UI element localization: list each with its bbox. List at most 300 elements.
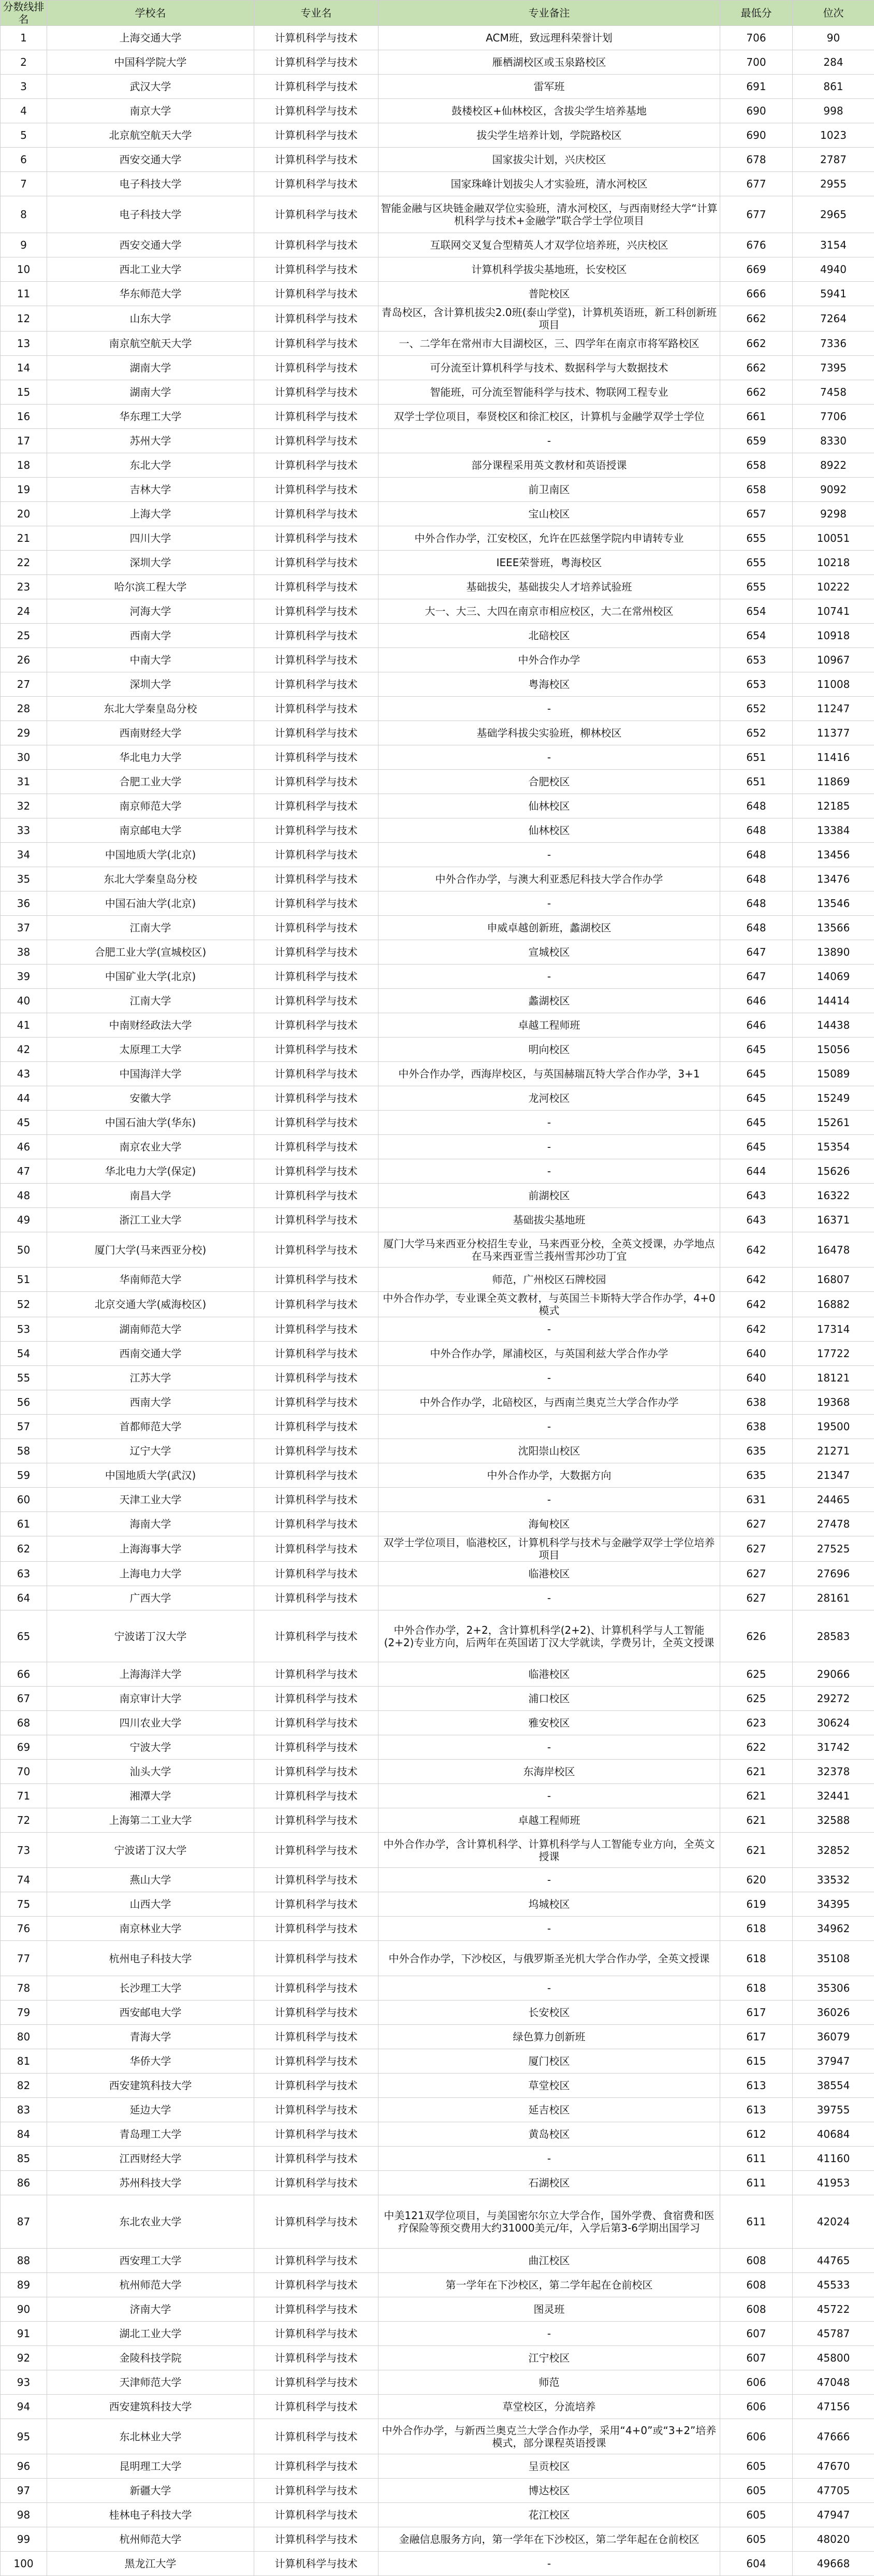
cell-score: 644 <box>720 1159 793 1184</box>
cell-rank: 59 <box>1 1463 47 1488</box>
cell-position: 13456 <box>793 843 874 867</box>
cell-major: 计算机科学与技术 <box>254 721 378 745</box>
cell-school: 延边大学 <box>47 2098 254 2122</box>
cell-school: 中国地质大学(北京) <box>47 843 254 867</box>
cell-position: 11377 <box>793 721 874 745</box>
cell-score: 617 <box>720 2001 793 2025</box>
cell-school: 电子科技大学 <box>47 172 254 196</box>
cell-rank: 1 <box>1 26 47 50</box>
cell-major: 计算机科学与技术 <box>254 2370 378 2395</box>
table-row <box>1 1390 874 1415</box>
cell-rank: 54 <box>1 1342 47 1366</box>
cell-school: 西安交通大学 <box>47 233 254 257</box>
cell-school: 中国科学院大学 <box>47 50 254 75</box>
cell-rank: 50 <box>1 1232 47 1268</box>
cell-school: 东北农业大学 <box>47 2195 254 2249</box>
cell-major: 计算机科学与技术 <box>254 1610 378 1662</box>
cell-school: 东北大学 <box>47 453 254 478</box>
cell-major: 计算机科学与技术 <box>254 2025 378 2049</box>
cell-note: - <box>378 1976 720 2001</box>
cell-score: 647 <box>720 965 793 989</box>
cell-major: 计算机科学与技术 <box>254 148 378 172</box>
cell-school: 中国矿业大学(北京) <box>47 965 254 989</box>
cell-position: 12185 <box>793 794 874 818</box>
cell-score: 676 <box>720 233 793 257</box>
cell-major: 计算机科学与技术 <box>254 2074 378 2098</box>
cell-major: 计算机科学与技术 <box>254 1292 378 1317</box>
cell-major: 计算机科学与技术 <box>254 1662 378 1687</box>
cell-major: 计算机科学与技术 <box>254 2419 378 2454</box>
cell-score: 608 <box>720 2297 793 2322</box>
cell-score: 648 <box>720 867 793 891</box>
cell-rank: 3 <box>1 75 47 99</box>
cell-major: 计算机科学与技术 <box>254 599 378 624</box>
table-row <box>1 2395 874 2419</box>
cell-major: 计算机科学与技术 <box>254 1111 378 1135</box>
cell-major: 计算机科学与技术 <box>254 1868 378 1892</box>
cell-position: 861 <box>793 75 874 99</box>
cell-major: 计算机科学与技术 <box>254 818 378 843</box>
cell-note: 中外合作办学，与新西兰奥克兰大学合作办学，采用“4+0”或“3+2”培养模式，部分课程英语授课 <box>378 2419 720 2454</box>
cell-school: 青海大学 <box>47 2025 254 2049</box>
cell-score: 622 <box>720 1735 793 1760</box>
cell-rank: 34 <box>1 843 47 867</box>
cell-rank: 90 <box>1 2297 47 2322</box>
cell-score: 642 <box>720 1232 793 1268</box>
cell-note: 雅安校区 <box>378 1711 720 1735</box>
cell-school: 湖南师范大学 <box>47 1317 254 1342</box>
cell-school: 南京师范大学 <box>47 794 254 818</box>
table-row <box>1 123 874 148</box>
table-row <box>1 356 874 380</box>
cell-rank: 22 <box>1 551 47 575</box>
cell-school: 昆明理工大学 <box>47 2454 254 2479</box>
cell-rank: 6 <box>1 148 47 172</box>
table-row <box>1 1086 874 1111</box>
cell-note: 东海岸校区 <box>378 1760 720 1784</box>
header-school: 学校名 <box>47 1 254 26</box>
cell-score: 661 <box>720 405 793 429</box>
cell-score: 621 <box>720 1784 793 1808</box>
cell-major: 计算机科学与技术 <box>254 624 378 648</box>
cell-rank: 77 <box>1 1941 47 1976</box>
cell-major: 计算机科学与技术 <box>254 1062 378 1086</box>
cell-major: 计算机科学与技术 <box>254 965 378 989</box>
cell-score: 618 <box>720 1976 793 2001</box>
cell-note: 中外合作办学，北碚校区，与西南兰奥克兰大学合作办学 <box>378 1390 720 1415</box>
cell-major: 计算机科学与技术 <box>254 770 378 794</box>
cell-rank: 7 <box>1 172 47 196</box>
cell-note: 双学士学位项目，奉贤校区和徐汇校区，计算机与金融学双学士学位 <box>378 405 720 429</box>
cell-school: 桂林电子科技大学 <box>47 2503 254 2527</box>
cell-major: 计算机科学与技术 <box>254 891 378 916</box>
cell-rank: 53 <box>1 1317 47 1342</box>
cell-school: 湖北工业大学 <box>47 2322 254 2346</box>
table-row <box>1 891 874 916</box>
cell-note: 大一、大三、大四在南京市相应校区，大二在常州校区 <box>378 599 720 624</box>
cell-score: 621 <box>720 1760 793 1784</box>
cell-position: 48020 <box>793 2527 874 2552</box>
cell-school: 上海海洋大学 <box>47 1662 254 1687</box>
table-row <box>1 26 874 50</box>
table-row <box>1 770 874 794</box>
cell-note: 前卫南区 <box>378 478 720 502</box>
cell-note: 国家拔尖计划，兴庆校区 <box>378 148 720 172</box>
cell-note: 鼓楼校区+仙林校区，含拔尖学生培养基地 <box>378 99 720 123</box>
cell-score: 645 <box>720 1038 793 1062</box>
cell-rank: 65 <box>1 1610 47 1662</box>
cell-position: 34962 <box>793 1917 874 1941</box>
cell-rank: 97 <box>1 2479 47 2503</box>
cell-school: 河海大学 <box>47 599 254 624</box>
cell-major: 计算机科学与技术 <box>254 794 378 818</box>
table-row <box>1 2074 874 2098</box>
cell-rank: 68 <box>1 1711 47 1735</box>
table-row <box>1 1488 874 1512</box>
cell-rank: 19 <box>1 478 47 502</box>
cell-rank: 12 <box>1 306 47 332</box>
cell-school: 西安理工大学 <box>47 2249 254 2273</box>
cell-school: 南京审计大学 <box>47 1687 254 1711</box>
cell-score: 648 <box>720 843 793 867</box>
cell-note: - <box>378 745 720 770</box>
cell-position: 18121 <box>793 1366 874 1390</box>
cell-score: 654 <box>720 599 793 624</box>
cell-score: 643 <box>720 1208 793 1232</box>
cell-rank: 41 <box>1 1013 47 1038</box>
header-note: 专业备注 <box>378 1 720 26</box>
cell-rank: 11 <box>1 282 47 306</box>
cell-major: 计算机科学与技术 <box>254 1976 378 2001</box>
cell-note: - <box>378 1488 720 1512</box>
table-row <box>1 721 874 745</box>
cell-position: 27696 <box>793 1562 874 1586</box>
cell-school: 天津工业大学 <box>47 1488 254 1512</box>
cell-major: 计算机科学与技术 <box>254 526 378 551</box>
cell-note: 宣城校区 <box>378 940 720 965</box>
cell-position: 36026 <box>793 2001 874 2025</box>
cell-position: 47048 <box>793 2370 874 2395</box>
cell-score: 706 <box>720 26 793 50</box>
cell-position: 10051 <box>793 526 874 551</box>
cell-score: 605 <box>720 2479 793 2503</box>
cell-major: 计算机科学与技术 <box>254 1941 378 1976</box>
table-row <box>1 1342 874 1366</box>
cell-note: 前湖校区 <box>378 1184 720 1208</box>
cell-score: 618 <box>720 1917 793 1941</box>
cell-school: 南昌大学 <box>47 1184 254 1208</box>
cell-note: 拔尖学生培养计划，学院路校区 <box>378 123 720 148</box>
cell-score: 625 <box>720 1687 793 1711</box>
cell-note: 双学士学位项目，临港校区，计算机科学与技术与金融学双学士学位培养项目 <box>378 1536 720 1562</box>
cell-score: 608 <box>720 2273 793 2297</box>
cell-position: 47705 <box>793 2479 874 2503</box>
cell-position: 16371 <box>793 1208 874 1232</box>
cell-position: 15261 <box>793 1111 874 1135</box>
table-row <box>1 1111 874 1135</box>
cell-major: 计算机科学与技术 <box>254 551 378 575</box>
cell-note: 中美121双学位项目，与美国密尔尔立大学合作，国外学费、食宿费和医疗保险等预交费用大约31000美元/年，入学后第3-6学期出国学习 <box>378 2195 720 2249</box>
table-row <box>1 1833 874 1868</box>
cell-rank: 95 <box>1 2419 47 2454</box>
cell-major: 计算机科学与技术 <box>254 429 378 453</box>
cell-major: 计算机科学与技术 <box>254 2001 378 2025</box>
cell-rank: 43 <box>1 1062 47 1086</box>
cell-major: 计算机科学与技术 <box>254 478 378 502</box>
cell-major: 计算机科学与技术 <box>254 1562 378 1586</box>
cell-note: 临港校区 <box>378 1662 720 1687</box>
cell-rank: 74 <box>1 1868 47 1892</box>
cell-major: 计算机科学与技术 <box>254 1086 378 1111</box>
table-row <box>1 1735 874 1760</box>
cell-major: 计算机科学与技术 <box>254 575 378 599</box>
cell-major: 计算机科学与技术 <box>254 2171 378 2195</box>
cell-score: 655 <box>720 551 793 575</box>
table-row <box>1 965 874 989</box>
cell-score: 669 <box>720 257 793 282</box>
cell-school: 江苏大学 <box>47 1366 254 1390</box>
table-row <box>1 2025 874 2049</box>
cell-note: 中外合作办学，下沙校区，与俄罗斯圣光机大学合作办学，全英文授课 <box>378 1941 720 1976</box>
table-row <box>1 306 874 332</box>
table-row <box>1 1976 874 2001</box>
cell-position: 31742 <box>793 1735 874 1760</box>
cell-note: 曲江校区 <box>378 2249 720 2273</box>
cell-major: 计算机科学与技术 <box>254 1268 378 1292</box>
cell-note: 中外合作办学，专业课全英文教材，与英国兰卡斯特大学合作办学，4+0模式 <box>378 1292 720 1317</box>
cell-score: 638 <box>720 1415 793 1439</box>
cell-school: 杭州师范大学 <box>47 2527 254 2552</box>
cell-school: 汕头大学 <box>47 1760 254 1784</box>
cell-school: 中南财经政法大学 <box>47 1013 254 1038</box>
cell-major: 计算机科学与技术 <box>254 2395 378 2419</box>
cell-score: 646 <box>720 1013 793 1038</box>
cell-school: 武汉大学 <box>47 75 254 99</box>
table-row <box>1 2527 874 2552</box>
cell-major: 计算机科学与技术 <box>254 1488 378 1512</box>
cell-score: 653 <box>720 648 793 672</box>
cell-school: 西安建筑科技大学 <box>47 2074 254 2098</box>
cell-position: 14438 <box>793 1013 874 1038</box>
cell-note: 青岛校区，含计算机拔尖2.0班(泰山学堂)，计算机英语班，新工科创新班项目 <box>378 306 720 332</box>
cell-rank: 30 <box>1 745 47 770</box>
cell-position: 13384 <box>793 818 874 843</box>
cell-major: 计算机科学与技术 <box>254 1390 378 1415</box>
cell-score: 646 <box>720 989 793 1013</box>
table-row <box>1 1292 874 1317</box>
cell-school: 中国石油大学(北京) <box>47 891 254 916</box>
table-row <box>1 794 874 818</box>
cell-major: 计算机科学与技术 <box>254 123 378 148</box>
cell-position: 16478 <box>793 1232 874 1268</box>
table-row <box>1 1808 874 1833</box>
table-row <box>1 1784 874 1808</box>
table-row <box>1 1268 874 1292</box>
cell-note: - <box>378 1135 720 1159</box>
cell-major: 计算机科学与技术 <box>254 1892 378 1917</box>
cell-rank: 61 <box>1 1512 47 1536</box>
cell-note: - <box>378 891 720 916</box>
cell-rank: 70 <box>1 1760 47 1784</box>
cell-rank: 28 <box>1 697 47 721</box>
cell-score: 658 <box>720 453 793 478</box>
cell-rank: 27 <box>1 672 47 697</box>
cell-position: 10967 <box>793 648 874 672</box>
table-row <box>1 1662 874 1687</box>
cell-rank: 88 <box>1 2249 47 2273</box>
cell-score: 645 <box>720 1111 793 1135</box>
cell-school: 华南师范大学 <box>47 1268 254 1292</box>
cell-note: - <box>378 1586 720 1610</box>
cell-school: 上海电力大学 <box>47 1562 254 1586</box>
cell-rank: 67 <box>1 1687 47 1711</box>
table-row <box>1 2419 874 2454</box>
cell-position: 45800 <box>793 2346 874 2370</box>
cell-school: 吉林大学 <box>47 478 254 502</box>
cell-position: 10918 <box>793 624 874 648</box>
cell-rank: 80 <box>1 2025 47 2049</box>
cell-rank: 29 <box>1 721 47 745</box>
cell-score: 635 <box>720 1439 793 1463</box>
cell-note: 中外合作办学，西海岸校区，与英国赫瑞瓦特大学合作办学，3+1 <box>378 1062 720 1086</box>
cell-major: 计算机科学与技术 <box>254 1366 378 1390</box>
cell-position: 11008 <box>793 672 874 697</box>
cell-rank: 62 <box>1 1536 47 1562</box>
cell-school: 北京航空航天大学 <box>47 123 254 148</box>
cell-score: 623 <box>720 1711 793 1735</box>
cell-major: 计算机科学与技术 <box>254 2454 378 2479</box>
cell-position: 11416 <box>793 745 874 770</box>
cell-school: 中国石油大学(华东) <box>47 1111 254 1135</box>
cell-rank: 79 <box>1 2001 47 2025</box>
cell-note: 金融信息服务方向，第一学年在下沙校区，第二学年起在仓前校区 <box>378 2527 720 2552</box>
cell-score: 677 <box>720 196 793 233</box>
cell-score: 627 <box>720 1562 793 1586</box>
cell-school: 华侨大学 <box>47 2049 254 2074</box>
cell-rank: 18 <box>1 453 47 478</box>
cell-school: 上海第二工业大学 <box>47 1808 254 1833</box>
cell-position: 15089 <box>793 1062 874 1086</box>
table-row <box>1 1941 874 1976</box>
table-row <box>1 599 874 624</box>
cell-rank: 2 <box>1 50 47 75</box>
cell-school: 华北电力大学(保定) <box>47 1159 254 1184</box>
cell-note: 蠡湖校区 <box>378 989 720 1013</box>
cell-score: 658 <box>720 478 793 502</box>
cell-school: 中国地质大学(武汉) <box>47 1463 254 1488</box>
cell-note: - <box>378 2147 720 2171</box>
table-row <box>1 1512 874 1536</box>
cell-major: 计算机科学与技术 <box>254 672 378 697</box>
cell-rank: 56 <box>1 1390 47 1415</box>
table-row <box>1 2171 874 2195</box>
cell-note: - <box>378 1917 720 1941</box>
cell-major: 计算机科学与技术 <box>254 1512 378 1536</box>
cell-school: 山西大学 <box>47 1892 254 1917</box>
cell-major: 计算机科学与技术 <box>254 75 378 99</box>
cell-major: 计算机科学与技术 <box>254 1013 378 1038</box>
cell-note: - <box>378 1366 720 1390</box>
cell-school: 江南大学 <box>47 916 254 940</box>
cell-rank: 4 <box>1 99 47 123</box>
cell-score: 620 <box>720 1868 793 1892</box>
cell-note: - <box>378 1735 720 1760</box>
cell-rank: 35 <box>1 867 47 891</box>
cell-school: 海南大学 <box>47 1512 254 1536</box>
cell-rank: 75 <box>1 1892 47 1917</box>
cell-score: 648 <box>720 794 793 818</box>
cell-score: 654 <box>720 624 793 648</box>
cell-position: 41160 <box>793 2147 874 2171</box>
cell-rank: 45 <box>1 1111 47 1135</box>
cell-major: 计算机科学与技术 <box>254 2297 378 2322</box>
table-row <box>1 2503 874 2527</box>
cell-position: 19500 <box>793 1415 874 1439</box>
cell-school: 华东理工大学 <box>47 405 254 429</box>
cell-school: 天津师范大学 <box>47 2370 254 2395</box>
cell-rank: 25 <box>1 624 47 648</box>
cell-rank: 85 <box>1 2147 47 2171</box>
cell-rank: 32 <box>1 794 47 818</box>
table-row <box>1 940 874 965</box>
cell-rank: 13 <box>1 332 47 356</box>
cell-score: 613 <box>720 2098 793 2122</box>
cell-school: 哈尔滨工程大学 <box>47 575 254 599</box>
cell-rank: 20 <box>1 502 47 526</box>
cell-school: 西安邮电大学 <box>47 2001 254 2025</box>
cell-position: 39755 <box>793 2098 874 2122</box>
cell-rank: 73 <box>1 1833 47 1868</box>
cell-score: 638 <box>720 1390 793 1415</box>
cell-major: 计算机科学与技术 <box>254 1463 378 1488</box>
cell-note: 江宁校区 <box>378 2346 720 2370</box>
cell-position: 29272 <box>793 1687 874 1711</box>
cell-school: 厦门大学(马来西亚分校) <box>47 1232 254 1268</box>
cell-note: 绿色算力创新班 <box>378 2025 720 2049</box>
cell-school: 杭州师范大学 <box>47 2273 254 2297</box>
table-row <box>1 2370 874 2395</box>
cell-major: 计算机科学与技术 <box>254 2122 378 2147</box>
cell-score: 690 <box>720 99 793 123</box>
table-row <box>1 2001 874 2025</box>
cell-school: 安徽大学 <box>47 1086 254 1111</box>
cell-note: 卓越工程师班 <box>378 1013 720 1038</box>
cell-rank: 69 <box>1 1735 47 1760</box>
cell-note: 坞城校区 <box>378 1892 720 1917</box>
cell-note: 浦口校区 <box>378 1687 720 1711</box>
cell-rank: 100 <box>1 2552 47 2576</box>
cell-position: 14414 <box>793 989 874 1013</box>
table-row <box>1 2479 874 2503</box>
cell-score: 690 <box>720 123 793 148</box>
cell-rank: 40 <box>1 989 47 1013</box>
table-row <box>1 1586 874 1610</box>
cell-note: 师范，广州校区石牌校园 <box>378 1268 720 1292</box>
cell-school: 深圳大学 <box>47 551 254 575</box>
cell-rank: 10 <box>1 257 47 282</box>
table-row <box>1 380 874 405</box>
cell-position: 47156 <box>793 2395 874 2419</box>
cell-score: 611 <box>720 2147 793 2171</box>
cell-score: 655 <box>720 526 793 551</box>
cell-rank: 26 <box>1 648 47 672</box>
cell-school: 济南大学 <box>47 2297 254 2322</box>
table-row <box>1 1232 874 1268</box>
cell-rank: 47 <box>1 1159 47 1184</box>
cell-score: 662 <box>720 356 793 380</box>
cell-rank: 44 <box>1 1086 47 1111</box>
cell-position: 45722 <box>793 2297 874 2322</box>
